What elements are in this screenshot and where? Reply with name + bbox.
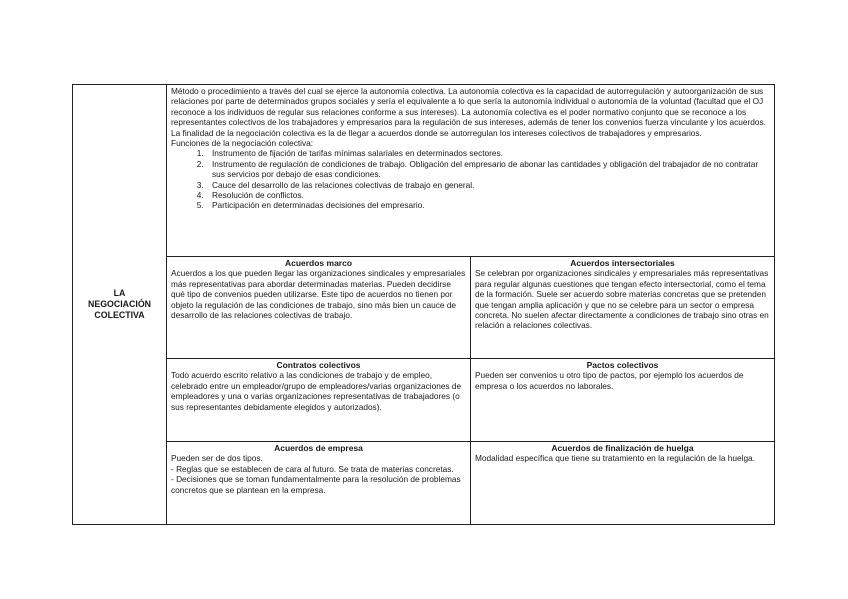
pactos-colectivos-title: Pactos colectivos: [586, 360, 659, 370]
function-item: 4. Resolución de conflictos.: [206, 190, 770, 200]
acuerdos-marco-body: Acuerdos a los que pueden llegar las organizaciones sindicales y empresariales más representativas para abordar determinadas materias. Pueden decidirse qué tipo de convenios pueden utilizarse. Este tipo de acuerdos no tienen por objeto la regulación de las condiciones de trabajo, sino más bien un cauce de desarrollo de las relaciones colectivas de trabajo.: [171, 268, 466, 321]
acuerdos-marco-cell: [167, 257, 471, 359]
function-item: 2. Instrumento de regulación de condiciones de trabajo. Obligación del empresario de abonar las cantidades y obligación del trabajador de no contratar sus servicios por debajo de esas condiciones.: [206, 159, 770, 180]
contratos-colectivos-cell: [167, 359, 471, 442]
acuerdos-intersectoriales-cell: [471, 257, 775, 359]
definition-cell: [167, 85, 775, 257]
acuerdos-empresa-cell: [167, 442, 471, 525]
pactos-colectivos-cell: [471, 359, 775, 442]
function-item: 5. Participación en determinadas decisiones del empresario.: [206, 200, 770, 210]
acuerdos-huelga-title: Acuerdos de finalización de huelga: [551, 443, 694, 453]
definition-paragraph: Método o procedimiento a través del cual se ejerce la autonomía colectiva. La autonomía colectiva es la capacidad de autorregulación y autoorganización de sus relaciones por parte de determinados grupos sociales y sería el equivalente a lo que sería la autonomía individual o autonomía de la voluntad (facultad que el OJ reconoce a los individuos de regular sus relaciones conforme a sus intereses). La autonomía colectiva es el poder normativo conjunto que se reconoce a los representantes colectivos de los trabajadores y empresarios para la regulación de sus intereses, además de tener los convenios fuerza vinculante y los acuerdos. La finalidad de la negociación colectiva es la de llegar a acuerdos donde se autorregulan los intereses colectivos de trabajadores y empresarios.: [171, 86, 766, 138]
acuerdos-intersectoriales-title: Acuerdos intersectoriales: [570, 258, 675, 268]
functions-title: Funciones de la negociación colectiva:: [171, 138, 314, 149]
contratos-colectivos-body: Todo acuerdo escrito relativo a las condiciones de trabajo y de empleo, celebrado entre un empleador/grupo de empleadores/varias organizaciones de empleadores y una o varias organizaciones representativas de trabajadores (o sus representantes debidamente elegidos y autorizados).: [171, 370, 462, 412]
acuerdos-empresa-title: Acuerdos de empresa: [274, 443, 363, 453]
functions-list: [171, 148, 770, 210]
acuerdos-empresa-line: Pueden ser de dos tipos.: [171, 453, 263, 464]
acuerdos-huelga-cell: [471, 442, 775, 525]
side-label-cell: [73, 85, 167, 525]
acuerdos-huelga-body: Modalidad específica que tiene su tratamiento en la regulación de la huelga.: [475, 453, 755, 464]
side-label-line-2: NEGOCIACIÓN: [87, 299, 152, 310]
acuerdos-marco-title: Acuerdos marco: [284, 258, 353, 268]
side-label-line-3: COLECTIVA: [94, 309, 145, 320]
acuerdos-empresa-line: - Reglas que se establecen de cara al futuro. Se trata de materias concretas.: [171, 463, 454, 474]
function-item: 1. Instrumento de fijación de tarifas mínimas salariales en determinados sectores.: [206, 148, 770, 158]
negociacion-colectiva-table: [72, 84, 775, 525]
contratos-colectivos-title: Contratos colectivos: [276, 360, 361, 370]
pactos-colectivos-body: Pueden ser convenios u otro tipo de pactos, por ejemplo los acuerdos de empresa o los acuerdos no laborales.: [475, 370, 744, 391]
acuerdos-empresa-line: - Decisiones que se toman fundamentalmente para la resolución de problemas concretos que se plantean en la empresa.: [171, 474, 461, 495]
acuerdos-intersectoriales-body: Se celebran por organizaciones sindicales y empresariales más representativas para regular algunas cuestiones que tengan efecto intersectorial, como el tema de la formación. Suele ser acuerdo sobre materias concretas que se pretenden que tengan amplia aplicación y que no se celebre para un sector o empresa concreta. No suelen afectar directamente a condiciones de trabajo sino otras en relación a relaciones colectivas.: [475, 268, 769, 331]
function-item: 3. Cauce del desarrollo de las relaciones colectivas de trabajo en general.: [206, 180, 770, 190]
side-label-line-1: LA: [113, 288, 126, 299]
